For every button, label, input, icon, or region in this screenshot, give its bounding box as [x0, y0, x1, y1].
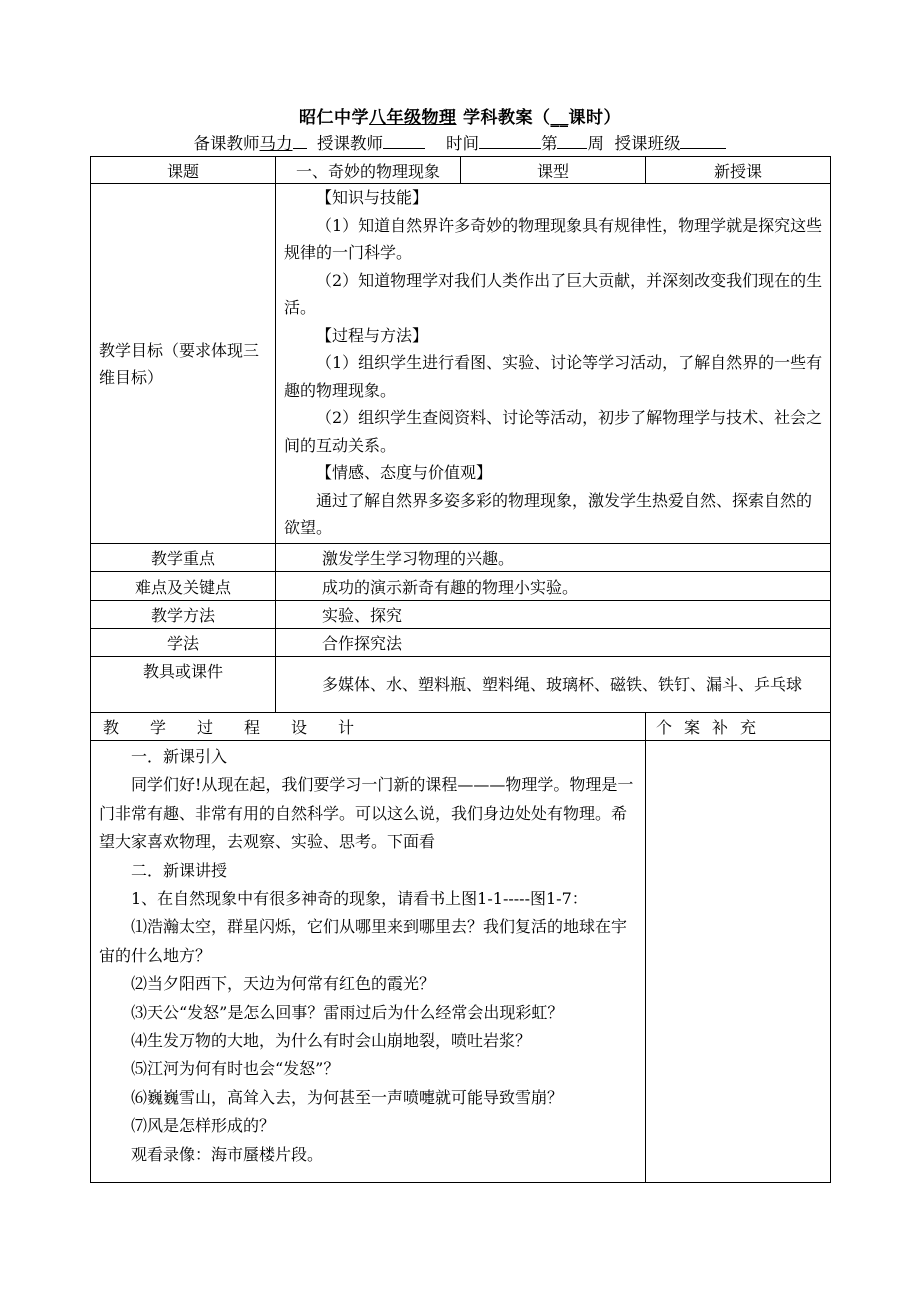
- knowledge-heading: 【知识与技能】: [316, 188, 429, 207]
- header-info-line: [0, 130, 920, 154]
- goals-row: [91, 184, 831, 544]
- supplement-cell: [646, 741, 831, 1183]
- goals-label: 教学目标（要求体现三维目标）: [91, 184, 276, 544]
- topic-label: 课题: [91, 157, 276, 184]
- method-row: [91, 601, 831, 629]
- question-2: ⑵当夕阳西下，天边为何常有红色的霞光？: [131, 974, 436, 994]
- week-blank: [557, 134, 587, 149]
- type-value: 新授课: [646, 157, 831, 184]
- supplement-header: 个案补充: [646, 713, 831, 741]
- section-1-text: 同学们好!从现在起，我们要学习一门新的课程———物理学。物理是一门非常有趣、非常有用的自然科学。可以这么说，我们身边处处有物理。希望大家喜欢物理，去观察、实验、思考。下面看: [99, 775, 634, 852]
- question-1: ⑴浩瀚太空，群星闪烁，它们从哪里来到哪里去？我们复活的地球在宇宙的什么地方？: [99, 917, 628, 965]
- title-blank: __: [550, 108, 569, 128]
- prep-teacher-blank: [293, 134, 307, 149]
- video-note: 观看录像：海市蜃楼片段。: [131, 1144, 324, 1164]
- class-blank: [680, 134, 726, 149]
- question-7: ⑺风是怎样形成的？: [131, 1116, 276, 1136]
- study-method-label: 学法: [91, 629, 276, 657]
- question-5: ⑸江河为何有时也会“发怒”？: [131, 1059, 340, 1079]
- design-header: 教学过程设计: [91, 713, 646, 741]
- title-rest: 学科教案（: [462, 108, 551, 128]
- design-body: [91, 741, 646, 1183]
- week-suffix: 周: [587, 134, 604, 153]
- lesson-plan-table: [90, 156, 831, 1183]
- time-label: 时间: [445, 134, 479, 153]
- prep-teacher-label: 备课教师: [193, 134, 260, 153]
- design-body-row: [91, 741, 831, 1183]
- process-item-2: （2）组织学生查阅资料、讨论等活动，初步了解物理学与技术、社会之间的互动关系。: [284, 408, 823, 455]
- difficulty-row: [91, 572, 831, 601]
- section-1-heading: 一．新课引入: [131, 747, 228, 766]
- design-header-row: [91, 713, 831, 741]
- method-value: 实验、探究: [276, 601, 831, 629]
- question-4: ⑷生发万物的大地，为什么有时会山崩地裂，喷吐岩浆？: [131, 1031, 532, 1051]
- teach-teacher-label: 授课教师: [317, 134, 383, 153]
- page-title: [0, 103, 920, 128]
- topic-row: [91, 157, 831, 184]
- difficulty-value: 成功的演示新奇有趣的物理小实验。: [276, 572, 831, 601]
- prep-teacher-name: 马力: [259, 134, 293, 153]
- title-grade: 八年级: [369, 108, 422, 128]
- section-2-heading: 二．新课讲授: [131, 860, 228, 880]
- emotion-item-1: 通过了解自然界多姿多彩的物理现象，激发学生热爱自然、探索自然的欲望。: [284, 490, 813, 537]
- teach-teacher-blank: [383, 134, 425, 149]
- knowledge-item-2: （2）知道物理学对我们人类作出了巨大贡献，并深刻改变我们现在的生活。: [284, 270, 823, 317]
- topic-value: 一、奇妙的物理现象: [276, 157, 461, 184]
- difficulty-label: 难点及关键点: [91, 572, 276, 601]
- knowledge-item-1: （1）知道自然界许多奇妙的物理现象具有规律性，物理学就是探究这些规律的一门科学。: [284, 215, 823, 262]
- key-point-label: 教学重点: [91, 544, 276, 572]
- tools-value: 多媒体、水、塑料瓶、塑料绳、玻璃杯、磁铁、铁钉、漏斗、乒乓球: [276, 657, 831, 713]
- method-label: 教学方法: [91, 601, 276, 629]
- week-prefix: 第: [540, 134, 558, 153]
- process-heading: 【过程与方法】: [316, 325, 429, 345]
- key-point-value: 激发学生学习物理的兴趣。: [276, 544, 831, 572]
- study-method-value: 合作探究法: [276, 629, 831, 657]
- section-2-intro: 1、在自然现象中有很多神奇的现象，请看书上图1-1-----图1-7：: [131, 889, 588, 909]
- study-method-row: [91, 629, 831, 657]
- emotion-heading: 【情感、态度与价值观】: [316, 463, 493, 482]
- title-school: 昭仁中学: [299, 108, 370, 128]
- type-label: 课型: [461, 157, 646, 184]
- goals-content: [276, 184, 831, 544]
- time-blank: [479, 134, 541, 149]
- title-end: 课时）: [568, 108, 621, 128]
- key-point-row: [91, 544, 831, 572]
- process-item-1: （1）组织学生进行看图、实验、讨论等学习活动，了解自然界的一些有趣的物理现象。: [284, 353, 823, 400]
- title-subject: 物理: [421, 108, 457, 128]
- tools-row: [91, 657, 831, 713]
- tools-label: 教具或课件: [91, 657, 276, 713]
- class-label: 授课班级: [614, 134, 681, 153]
- question-6: ⑹巍巍雪山，高耸入去，为何甚至一声喷嚏就可能导致雪崩？: [131, 1087, 564, 1107]
- question-3: ⑶天公“发怒”是怎么回事？雷雨过后为什么经常会出现彩虹？: [131, 1002, 564, 1022]
